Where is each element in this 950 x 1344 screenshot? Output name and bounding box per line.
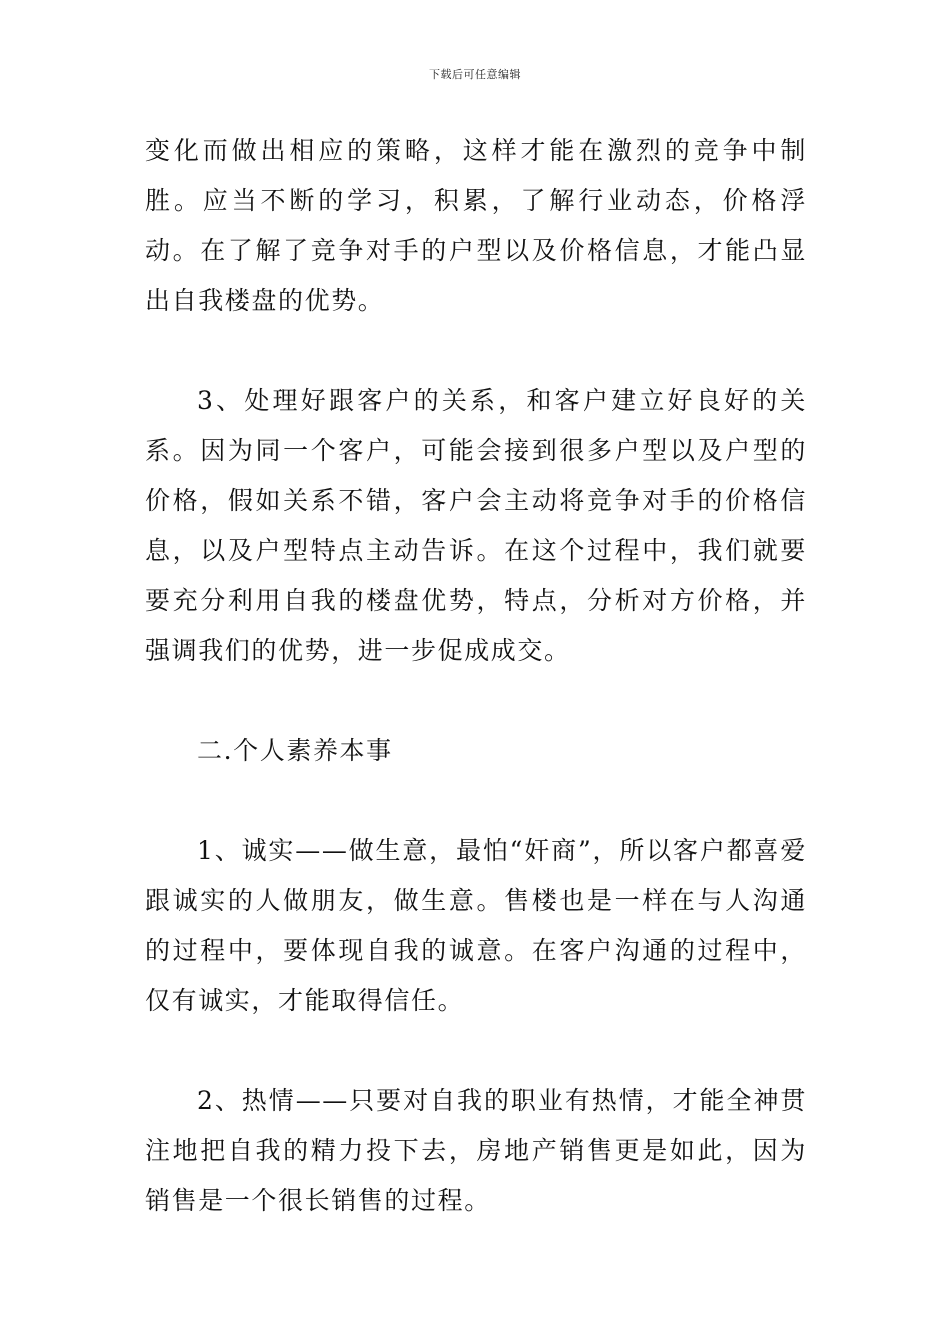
paragraph-gap: [145, 676, 807, 726]
page-header: 下载后可任意编辑: [429, 68, 521, 81]
paragraph-customer-relations: 3、处理好跟客户的关系，和客户建立好良好的关系。因为同一个客户，可能会接到很多户型以及户型的价格，假如关系不错，客户会主动将竞争对手的价格信息，以及户型特点主动告诉。在这个过程中，我们就要要充分利用自我的楼盘优势，特点，分析对方价格，并强调我们的优势，进一步促成成交。: [145, 386, 807, 665]
document-body: [145, 126, 807, 1226]
paragraph-gap: [145, 776, 807, 826]
paragraph-enthusiasm: 2、热情——只要对自我的职业有热情，才能全神贯注地把自我的精力投下去，房地产销售更是如此，因为销售是一个很长销售的过程。: [145, 1086, 807, 1215]
paragraph-continuation: 变化而做出相应的策略，这样才能在激烈的竞争中制胜。应当不断的学习，积累，了解行业动态，价格浮动。在了解了竞争对手的户型以及价格信息，才能凸显出自我楼盘的优势。: [145, 136, 807, 315]
paragraph-gap: [145, 1026, 807, 1076]
paragraph-gap: [145, 326, 807, 376]
section-heading-personal-qualities: 二.个人素养本事: [197, 736, 393, 765]
paragraph-honesty: 1、诚实——做生意，最怕“奸商”，所以客户都喜爱跟诚实的人做朋友，做生意。售楼也是一样在与人沟通的过程中，要体现自我的诚意。在客户沟通的过程中，仅有诚实，才能取得信任。: [145, 836, 807, 1015]
